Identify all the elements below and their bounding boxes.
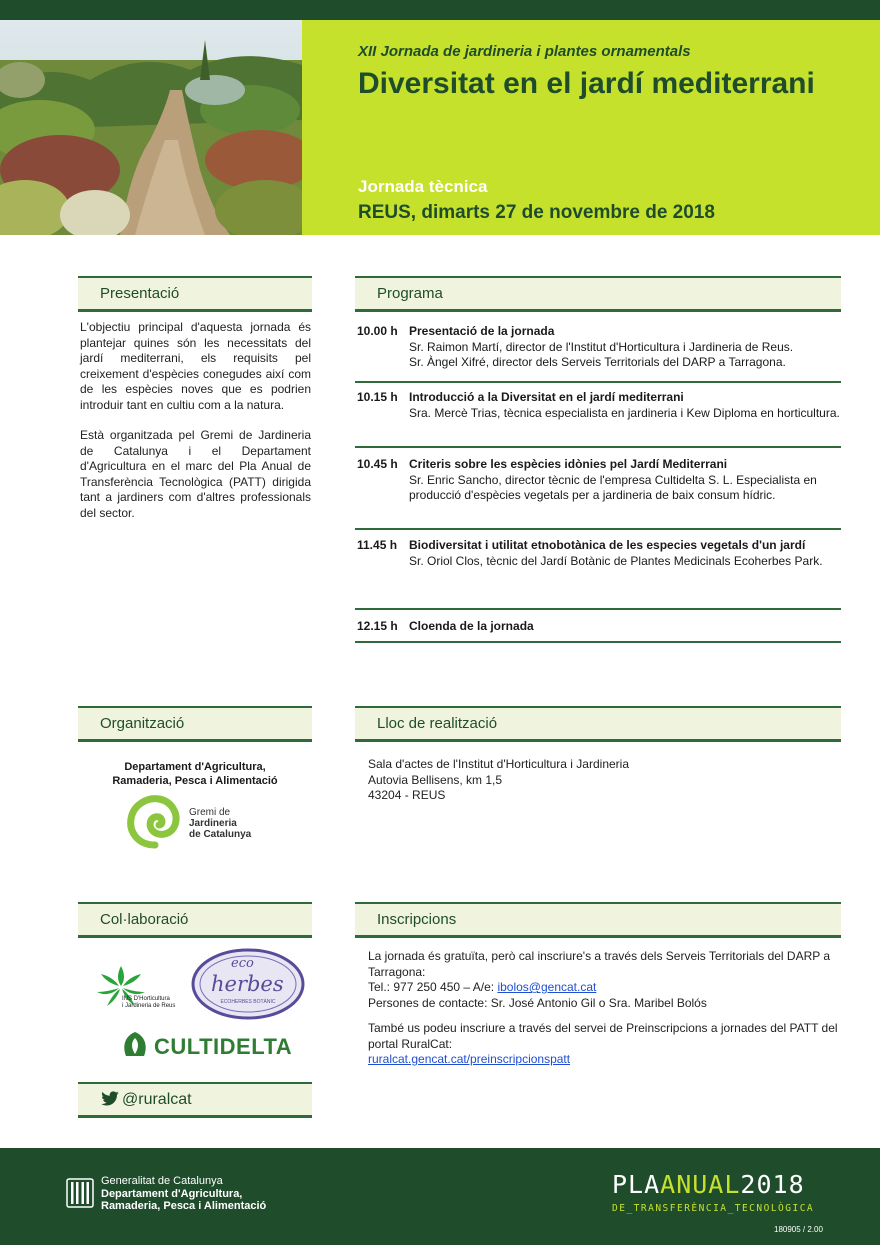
section-twitter — [78, 1082, 312, 1118]
ecoherbes-eco: eco — [231, 956, 254, 971]
program-speaker: Sra. Mercè Trias, tècnica especialista en jardineria i Kew Diploma en horticultura. — [409, 405, 840, 420]
section-heading: Presentació — [100, 285, 180, 302]
ins-line: INS D'Horticultura — [122, 996, 170, 1002]
pla-part: ANUAL — [660, 1170, 741, 1199]
garden-photo — [0, 20, 302, 235]
inscripcions-phone-line — [368, 980, 838, 996]
program-speaker: Sr. Oriol Clos, tècnic del Jardí Botànic de Plantes Medicinals Ecoherbes Park. — [409, 553, 823, 568]
generalitat-text — [101, 1175, 266, 1213]
generalitat-line: Ramaderia, Pesca i Alimentació — [101, 1200, 267, 1212]
department-line: Ramaderia, Pesca i Alimentació — [112, 775, 278, 787]
paragraph: L'objectiu principal d'aquesta jornada és plantejar quines són les necessitats del jardí mediterrani, els requisits pel creixement d'espècies conegudes així com de les espècies noves que es podrien introduir tant en cultiu com a la natura. — [80, 320, 311, 412]
section-heading: Col·laboració — [100, 911, 189, 928]
document-code: 180905 / 2.00 — [774, 1225, 823, 1234]
program-time: 10.00 h — [357, 324, 398, 338]
email-link[interactable]: ibolos@gencat.cat — [497, 980, 597, 994]
inscripcions-contacts: Persones de contacte: Sr. José Antonio Gil o Sra. Maribel Bolós — [368, 995, 707, 1010]
gremi-line: Gremi de — [189, 807, 231, 818]
pla-anual-title — [612, 1170, 805, 1199]
gremi-line: Jardineria — [189, 818, 237, 829]
department-line: Departament d'Agricultura, — [124, 761, 266, 773]
section-organitzacio — [78, 706, 312, 742]
ruralcat-link[interactable]: ruralcat.gencat.cat/preinscripcionspatt — [368, 1052, 571, 1066]
section-inscripcions — [355, 902, 841, 938]
event-title: Diversitat en el jardí mediterrani — [358, 67, 815, 100]
program-item — [355, 538, 841, 610]
section-programa — [355, 276, 841, 312]
program-title: Biodiversitat i utilitat etnobotànica de les especies vegetals d'un jardí — [409, 538, 806, 552]
section-lloc — [355, 706, 841, 742]
program-title: Presentació de la jornada — [409, 324, 555, 338]
program-item — [355, 457, 841, 530]
gremi-logo — [125, 793, 275, 849]
program-item — [355, 390, 841, 448]
footer — [0, 1148, 880, 1245]
section-heading: Organització — [100, 715, 185, 732]
program-time: 11.45 h — [357, 538, 398, 552]
twitter-handle[interactable]: @ruralcat — [122, 1091, 192, 1108]
generalitat-line: Departament d'Agricultura, — [101, 1187, 243, 1200]
section-presentacio — [78, 276, 312, 312]
program-title: Cloenda de la jornada — [409, 619, 534, 633]
program-item — [355, 619, 841, 643]
program-title: Criteris sobre les espècies idònies pel Jardí Mediterrani — [409, 457, 728, 471]
department-name — [78, 760, 312, 788]
program-time: 10.45 h — [357, 457, 398, 471]
program-time: 10.15 h — [357, 390, 398, 404]
program-title: Introducció a la Diversitat en el jardí mediterrani — [409, 390, 684, 404]
generalitat-line: Generalitat de Catalunya — [101, 1175, 223, 1187]
inscripcions-text — [368, 949, 838, 1068]
section-heading: Lloc de realització — [377, 715, 498, 732]
ins-logo — [93, 962, 188, 1018]
hero-panel — [302, 20, 880, 235]
gremi-line: de Catalunya — [189, 829, 252, 840]
twitter-icon — [100, 1091, 120, 1107]
section-collaboracio — [78, 902, 312, 938]
pla-anual-subtitle: DE_TRANSFERÈNCIA_TECNOLÒGICA — [612, 1203, 815, 1214]
program-item — [355, 324, 841, 383]
section-heading: Programa — [377, 285, 443, 302]
pla-year: 2018 — [740, 1170, 805, 1199]
program-speaker: Sr. Raimon Martí, director de l'Institut d'Horticultura i Jardineria de Reus. — [409, 339, 794, 354]
paragraph: Està organitzada pel Gremi de Jardineria de Catalunya i el Departament d'Agricultura en el marc del Pla Anual de Transferència Tecnològica (PATT) dirigida tant a jardiners com d'altres professionals del sector. — [80, 428, 311, 520]
section-heading: Inscripcions — [377, 911, 457, 928]
cultidelta-name: CULTIDELTA — [154, 1034, 293, 1059]
event-subtitle: XII Jornada de jardineria i plantes ornamentals — [358, 43, 691, 60]
top-strip — [0, 0, 880, 20]
venue-address — [368, 757, 828, 804]
inscripcions-intro: La jornada és gratuïta, però cal inscriure's a través dels Serveis Territorials del DARP a Tarragona: — [368, 949, 831, 979]
generalitat-shield-icon — [66, 1178, 94, 1208]
address-line: 43204 - REUS — [368, 788, 446, 802]
address-line: Autovia Bellisens, km 1,5 — [368, 772, 503, 787]
pla-part: PLA — [612, 1170, 661, 1199]
inscripcions-phone: Tel.: 977 250 450 – A/e: — [368, 980, 498, 994]
ecoherbes-tagline: ECOHERBES BOTÀNIC — [220, 999, 276, 1005]
ins-line: i Jardineria de Reus — [122, 1003, 176, 1009]
inscripcions-also: També us podeu inscriure a través del servei de Preinscripcions a jornades del PATT del portal RuralCat: — [368, 1021, 838, 1051]
program-speaker: Sr. Àngel Xifré, director dels Serveis Territorials del DARP a Tarragona. — [409, 355, 786, 369]
cultidelta-logo — [120, 1030, 293, 1060]
ecoherbes-logo — [191, 948, 305, 1020]
event-kind: Jornada tècnica — [358, 177, 488, 196]
event-date: REUS, dimarts 27 de novembre de 2018 — [358, 202, 715, 223]
program-speaker: Sr. Enric Sancho, director tècnic de l'empresa Cultidelta S. L. Especialista en producció d'espècies vegetals per a jardineria de baix consum hídric. — [409, 472, 817, 502]
program-time: 12.15 h — [357, 619, 398, 633]
ecoherbes-name: herbes — [211, 972, 284, 996]
presentacio-text — [80, 320, 311, 536]
address-line: Sala d'actes de l'Institut d'Horticultura i Jardineria — [368, 757, 629, 771]
